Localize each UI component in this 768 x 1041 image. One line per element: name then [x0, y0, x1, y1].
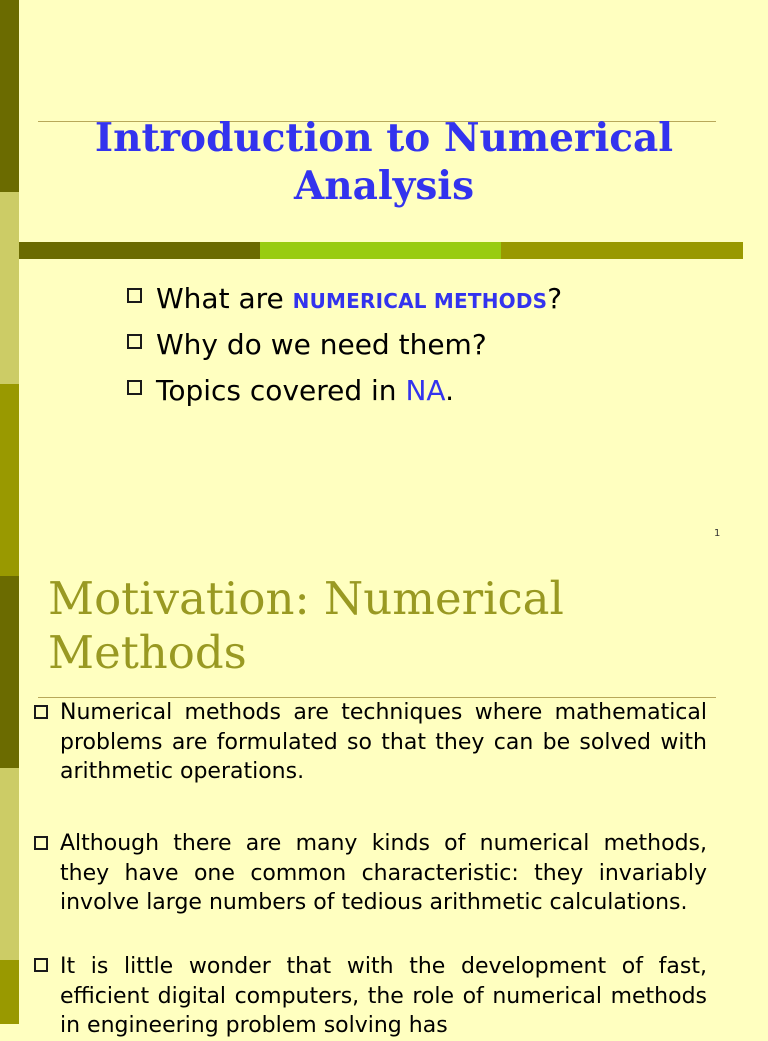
square-bullet-icon — [127, 334, 142, 349]
bullet-list — [125, 280, 562, 418]
bullet-item — [125, 326, 562, 372]
color-bar-dark — [19, 242, 260, 259]
square-bullet-icon — [127, 380, 142, 395]
color-bar-green — [260, 242, 501, 259]
square-bullet-icon — [34, 958, 48, 972]
square-bullet-icon — [127, 288, 142, 303]
page-number: 1 — [714, 528, 721, 539]
square-bullet-icon — [34, 836, 48, 850]
bullet-suffix: . — [445, 374, 454, 407]
paragraph: Numerical methods are techniques where mathematical problems are formulated so that they can be solved with arithmetic operations. — [60, 700, 707, 784]
highlight-text: NUMERICAL METHODS — [292, 289, 548, 313]
bullet-text: Topics covered in — [156, 374, 406, 407]
slide-2-title: Motivation: Numerical Methods — [48, 572, 564, 679]
bullet-item — [125, 280, 562, 326]
bullet-suffix: ? — [547, 282, 563, 315]
slide-1-title — [19, 114, 749, 210]
title-line-2: Analysis — [293, 163, 475, 209]
color-bar-olive — [501, 242, 743, 259]
paragraph: It is little wonder that with the development of fast, efficient digital computers, the role of numerical methods in engineering problem solving has — [60, 954, 707, 1038]
bullet-item — [125, 372, 562, 418]
paragraph: Although there are many kinds of numerical methods, they have one common characteristic: they invariably involve large numbers of tedious arithmetic calculations. — [60, 831, 707, 915]
title-line-1: Introduction to Numerical — [94, 115, 674, 161]
highlight-text: NA — [405, 374, 446, 407]
bullet-text: What are — [156, 282, 293, 315]
bullet-text: Why do we need them? — [156, 328, 487, 361]
slide-2 — [0, 560, 768, 1038]
square-bullet-icon — [34, 705, 48, 719]
